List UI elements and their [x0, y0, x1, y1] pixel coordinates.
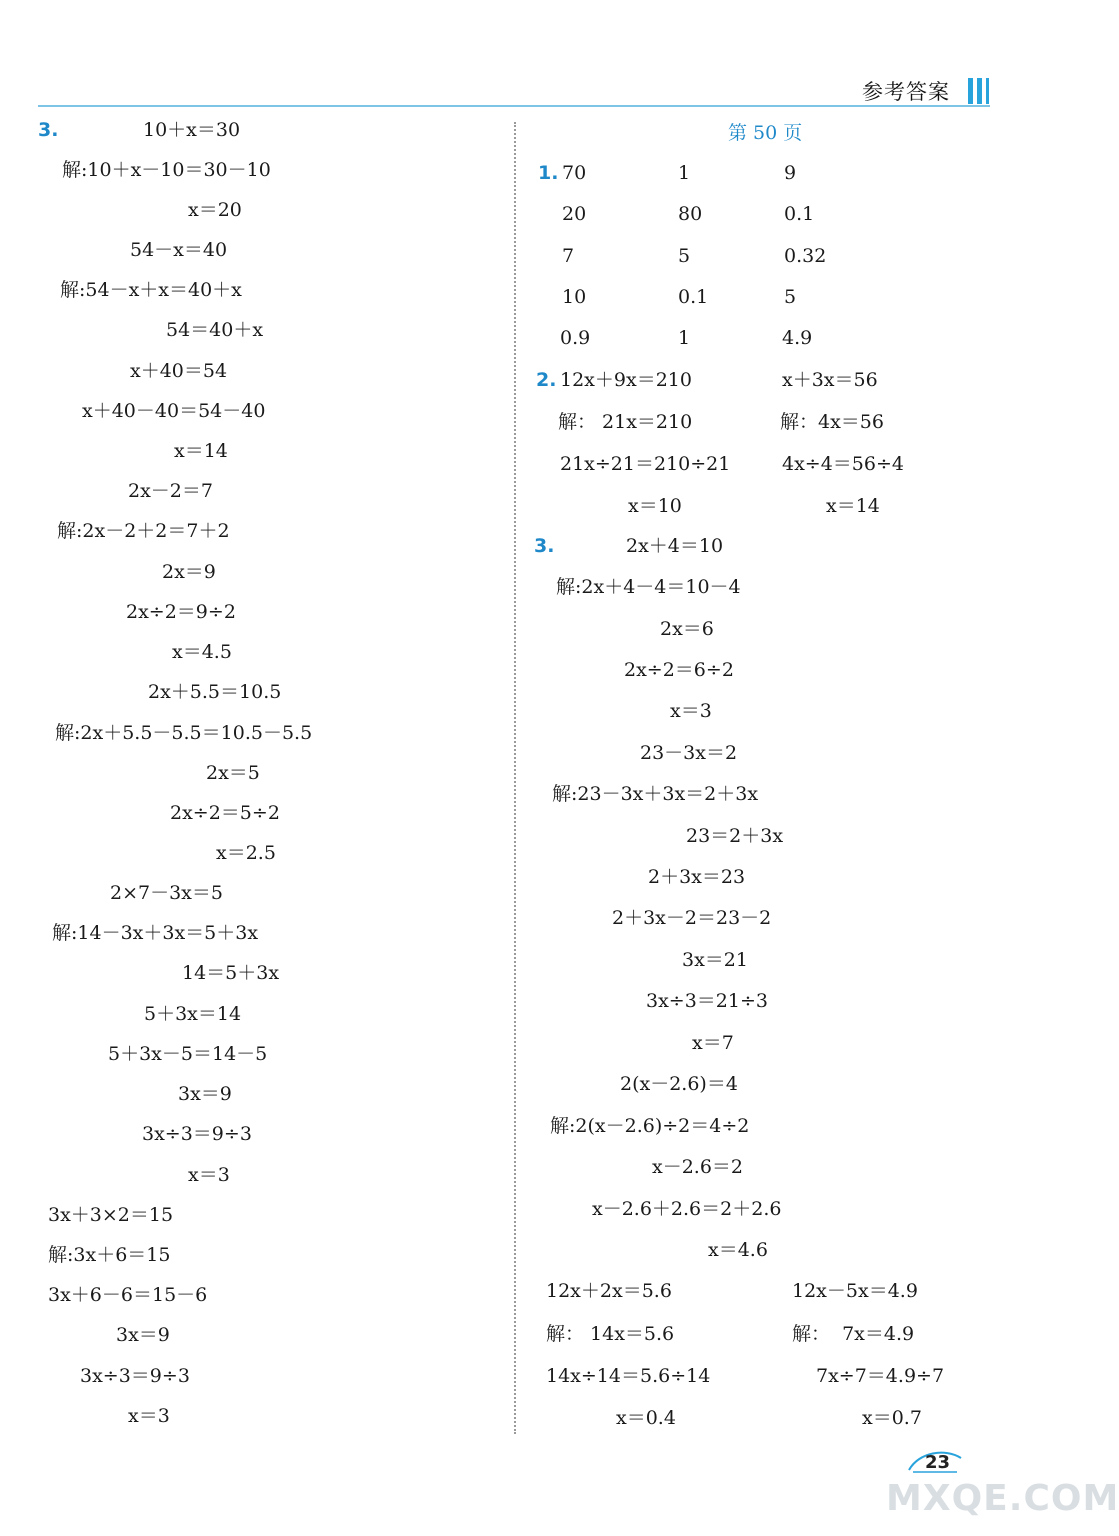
equation-line: 2(x－2.6)＝4: [620, 1073, 738, 1095]
answer-cell: 10: [562, 286, 587, 308]
equation-line: 解：4x＝56: [780, 411, 884, 433]
equation-line: 54－x＝40: [130, 239, 228, 261]
header-bar-decoration: [968, 78, 973, 104]
equation-line: 14x÷14＝5.6÷14: [546, 1365, 711, 1387]
question-number: 1.: [538, 162, 559, 184]
equation-line: 3x＋6－6＝15－6: [48, 1284, 208, 1306]
answer-cell: 0.9: [560, 327, 591, 349]
equation-line: x－2.6＝2: [652, 1156, 744, 1178]
equation-line: 14＝5＋3x: [182, 962, 280, 984]
equation-line: 解:2x＋5.5－5.5＝10.5－5.5: [55, 722, 313, 744]
equation-line: 23＝2＋3x: [686, 825, 784, 847]
equation-line: x＋40＝54: [130, 360, 228, 382]
equation-line: 解： 14x＝5.6: [546, 1323, 675, 1345]
answer-cell: 0.1: [784, 203, 815, 225]
equation-line: 解:14－3x＋3x＝5＋3x: [52, 922, 259, 944]
equation-line: x－2.6＋2.6＝2＋2.6: [592, 1198, 782, 1220]
equation-line: 3x÷3＝9÷3: [142, 1123, 252, 1145]
equation-line: 2×7－3x＝5: [110, 882, 223, 904]
answer-cell: 1: [678, 327, 691, 349]
header-bar-decoration: [977, 78, 982, 104]
equation-line: 2x＝6: [660, 618, 714, 640]
answer-cell: 0.1: [678, 286, 709, 308]
equation-line: 2＋3x＝23: [648, 866, 746, 888]
equation-line: 解： 21x＝210: [558, 411, 693, 433]
equation-line: 解:23－3x＋3x＝2＋3x: [552, 783, 759, 805]
question-number: 3.: [534, 535, 555, 557]
header-rule: [38, 105, 990, 107]
equation-line: x＝14: [174, 440, 228, 462]
equation-line: 3x÷3＝9÷3: [80, 1365, 190, 1387]
equation-line: 2x÷2＝6÷2: [624, 659, 734, 681]
equation-line: 2x÷2＝9÷2: [126, 601, 236, 623]
equation-line: x＝0.4: [616, 1407, 676, 1429]
equation-line: 3x＝9: [178, 1083, 232, 1105]
equation-line: x＝7: [692, 1032, 734, 1054]
equation-line: x＋40－40＝54－40: [82, 400, 266, 422]
equation-line: 解:54－x＋x＝40＋x: [60, 279, 242, 301]
equation-line: 3x＋3×2＝15: [48, 1204, 174, 1226]
equation-line: 解:2x－2＋2＝7＋2: [57, 520, 230, 542]
equation-line: 12x－5x＝4.9: [792, 1280, 918, 1302]
equation-line: x＝2.5: [216, 842, 276, 864]
equation-line: 3x＝9: [116, 1324, 170, 1346]
page-heading: 第 50 页: [728, 122, 803, 144]
equation-line: 12x＋9x＝210: [560, 369, 692, 391]
equation-line: 2x＋4＝10: [626, 535, 724, 557]
answer-cell: 0.32: [784, 245, 827, 267]
question-number: 2.: [536, 369, 557, 391]
watermark: MXQE.COM: [886, 1478, 1119, 1519]
equation-line: x＝10: [628, 495, 682, 517]
answer-cell: 20: [562, 203, 587, 225]
column-divider: [514, 122, 516, 1434]
equation-line: x＝4.6: [708, 1239, 768, 1261]
answer-cell: 5: [678, 245, 691, 267]
equation-line: 21x÷21＝210÷21: [560, 453, 731, 475]
equation-line: 解:3x＋6＝15: [48, 1244, 171, 1266]
answer-cell: 70: [562, 162, 587, 184]
equation-line: 解： 7x＝4.9: [792, 1323, 915, 1345]
equation-line: 2x÷2＝5÷2: [170, 802, 280, 824]
equation-line: 2＋3x－2＝23－2: [612, 907, 772, 929]
equation-line: 解:2x＋4－4＝10－4: [556, 576, 741, 598]
equation-line: x＝4.5: [172, 641, 232, 663]
equation-line: 2x－2＝7: [128, 480, 213, 502]
equation-line: 3x＝21: [682, 949, 748, 971]
equation-line: 解:2(x－2.6)÷2＝4÷2: [550, 1115, 750, 1137]
equation-line: 5＋3x－5＝14－5: [108, 1043, 268, 1065]
answer-cell: 9: [784, 162, 797, 184]
equation-line: 2x＝5: [206, 762, 260, 784]
equation-line: 10＋x＝30: [143, 119, 241, 141]
equation-line: x＝0.7: [862, 1407, 922, 1429]
equation-line: x＝20: [188, 199, 242, 221]
equation-line: 2x＋5.5＝10.5: [148, 681, 282, 703]
question-number: 3.: [38, 119, 59, 141]
header-title: 参考答案: [862, 80, 950, 104]
equation-line: 23－3x＝2: [640, 742, 738, 764]
page-number: 23: [925, 1452, 951, 1473]
equation-line: 7x÷7＝4.9÷7: [816, 1365, 945, 1387]
equation-line: x＝3: [128, 1405, 170, 1427]
equation-line: 12x＋2x＝5.6: [546, 1280, 672, 1302]
equation-line: 3x÷3＝21÷3: [646, 990, 768, 1012]
equation-line: x＝3: [670, 700, 712, 722]
equation-line: 2x＝9: [162, 561, 216, 583]
equation-line: x＝3: [188, 1164, 230, 1186]
equation-line: x＝14: [826, 495, 880, 517]
header-bar-decoration: [986, 78, 989, 104]
answer-cell: 4.9: [782, 327, 813, 349]
equation-line: 4x÷4＝56÷4: [782, 453, 904, 475]
equation-line: 5＋3x＝14: [144, 1003, 242, 1025]
equation-line: 解:10＋x－10＝30－10: [62, 159, 271, 181]
answer-cell: 80: [678, 203, 703, 225]
answer-cell: 1: [678, 162, 691, 184]
equation-line: 54＝40＋x: [166, 319, 264, 341]
answer-cell: 7: [562, 245, 575, 267]
equation-line: x＋3x＝56: [782, 369, 878, 391]
answer-cell: 5: [784, 286, 797, 308]
